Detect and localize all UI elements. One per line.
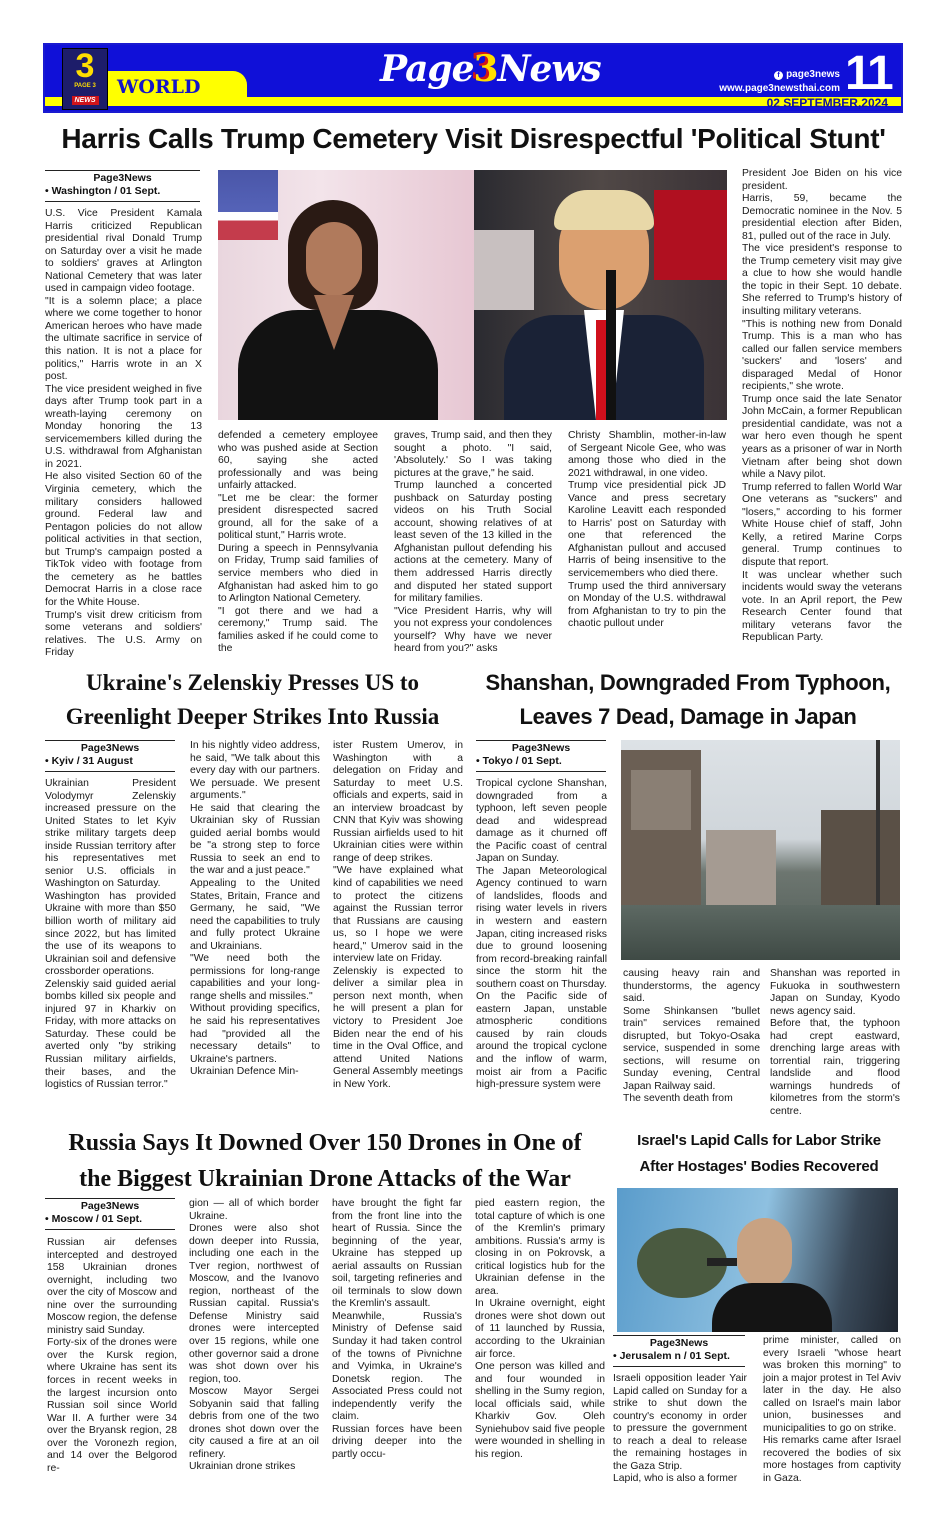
- paragraph: defended a cemetery employee who was pushed aside at Section 60, saying she acted professionally and was being unfairly attacked.: [218, 430, 378, 492]
- paragraph: One person was killed and and four wounded in shelling in the Sumy region, local officials said, while Kharkiv Gov. Oleh Syniehubov said five people were wounded in shelling in his region.: [475, 1361, 605, 1460]
- paragraph: pied eastern region, the total capture of which is one of the Kremlin's primary ambitions. Russia's army is closing in on Pokrovsk, a critical logistics hub for the Ukrainian defense in the area.: [475, 1198, 605, 1297]
- paragraph: Ukrainian President Volodymyr Zelenskiy increased pressure on the United States to let Kyiv strike military targets deep inside Russian territory after his representatives met senior U.S. officials in Washington on Saturday.: [45, 778, 176, 890]
- article-column: [47, 1237, 177, 1475]
- headline-line: Israel's Lapid Calls for Labor Strike: [637, 1132, 881, 1149]
- paragraph: prime minister, called on every Israeli "whose heart was broken this morning" to join a major protest in Tel Aviv later in the day. He also called on Israel's main labor union, businesses and municipalities to go on strike.: [763, 1335, 901, 1434]
- page-number: 11: [845, 47, 892, 100]
- headline-israel-lapid: [618, 1128, 900, 1180]
- article-column: [45, 778, 176, 1092]
- article-column: [394, 430, 552, 656]
- article-column: [623, 968, 760, 1106]
- headline-line: Ukraine's Zelenskiy Presses US to: [85, 670, 420, 695]
- headline-russia-drones: [45, 1125, 605, 1197]
- paragraph: The vice president weighed in five days after Trump took part in a wreath-laying ceremony on Monday honoring the 13 servicemembers killed during the U.S. withdrawal from Afghanistan in 2021.: [45, 383, 202, 470]
- paragraph: Zelenskiy said guided aerial bombs killed six people and injured 97 in Kharkiv on Friday, with more attacks on Saturday. These could be averted only "by striking Russian military airfields, their bases, and the logistics of Russian terror.": [45, 978, 176, 1091]
- paragraph: The Japan Meteorological Agency continued to warn of landslides, floods and rising water levels in rivers in western and eastern Japan, citing increased risks due to ground loosening from record-breaking rainfall since the storm hit the southern coast on Thursday.: [476, 865, 607, 990]
- photo-donald-trump: [474, 170, 727, 420]
- paragraph: Lapid, who is also a former: [613, 1473, 738, 1485]
- paragraph: He said that clearing the Ukrainian sky of Russian guided aerial bombs would be "a strong step to force Russia to seek an end to the war and a just peace.": [190, 802, 320, 877]
- paragraph: graves, Trump said, and then they sought a photo. "I said, 'Absolutely.' So I was taking pictures at the grave," he said.: [394, 430, 552, 479]
- paragraph: The vice president's response to the Trump cemetery visit may give a clue to how she would handle the topic in their Sept. 10 debate. She referred to Trump's history of insulting military veterans.: [742, 243, 902, 318]
- issue-date: 02 SEPTEMBER,2024: [766, 96, 888, 110]
- paragraph: Washington has provided Ukraine with more than $50 billion worth of military aid since 2022, but has limited the use of its weapons to Ukrainian soil and defensive crossborder operations.: [45, 890, 176, 978]
- paragraph: On the Pacific side of eastern Japan, unstable atmospheric conditions caused by rain clouds around the tropical cyclone and the inflow of warm, moist air from a Pacific high-pressure system were: [476, 991, 607, 1091]
- paragraph: causing heavy rain and thunderstorms, the agency said.: [623, 968, 760, 1005]
- brand-three: 3: [473, 48, 498, 90]
- paragraph: "We have explained what kind of capabilities we need to protect the citizens against the Russian terror that Russians are causing us, so I hope we were heard," Umerov said in the interview late on Friday.: [333, 865, 463, 965]
- paragraph: The seventh death from: [623, 1093, 733, 1105]
- paragraph: During a speech in Pennsylvania on Friday, Trump said families of service members who died in Afghanistan had asked him to go to Arlington National Cemetery.: [218, 542, 378, 605]
- photo-flooded-street: [621, 740, 900, 960]
- headline-harris: Harris Calls Trump Cemetery Visit Disrespectful 'Political Stunt': [61, 123, 886, 154]
- masthead-contact: [715, 68, 840, 96]
- paragraph: Forty-six of the drones were over the Kursk region, where Ukraine has sent its forces in recent weeks in the largest incursion onto Russian soil since World War II. A further were 34 over the Bryansk region, 28 over the Voronezh region, and 14 over the Belgorod re-: [47, 1337, 177, 1474]
- byline: Page3News • Washington / 01 Sept.: [45, 170, 200, 202]
- paragraph: Trump referred to fallen World War One veterans as "suckers" and "losers," according to his former White House chief of staff, John Kelly, a retired Marine Corps general. Trump continues to dispute that report.: [742, 481, 902, 568]
- paragraph: Israeli opposition leader Yair Lapid called on Sunday for a strike to shut down the country's economy in order to pressure the government to reach a deal to release the remaining hostages in the Gaza Strip.: [613, 1373, 747, 1472]
- paragraph: Shanshan was reported in Fukuoka in southwestern Japan on Sunday, Kyodo news agency said.: [770, 968, 900, 1017]
- paragraph: have brought the fight far from the front line into the heart of Russia. Since the beginning of the year, Ukraine has stepped up aerial assaults on Russian soil, targeting refineries and oil terminals to slow down the Kremlin's assault.: [332, 1198, 462, 1310]
- paragraph: Trump's visit drew criticism from some veterans and soldiers' relatives. The U.S. Army on Friday: [45, 609, 202, 659]
- facebook-handle-text: page3news: [786, 69, 840, 80]
- byline: Page3News • Tokyo / 01 Sept.: [476, 740, 606, 772]
- paragraph: gion — all of which border Ukraine.: [189, 1198, 319, 1222]
- article-column: [333, 740, 463, 1091]
- byline: Page3News • Jerusalem n / 01 Sept.: [613, 1335, 745, 1367]
- paragraph: Moscow Mayor Sergei Sobyanin said that falling debris from one of the two drones shot down over the city caused a fire at an oil refinery.: [189, 1386, 319, 1460]
- headline-line: Greenlight Deeper Strikes Into Russia: [65, 704, 440, 729]
- headline-line: Leaves 7 Dead, Damage in Japan: [519, 704, 857, 729]
- paragraph: "It is a solemn place; a place where we come together to honor American heroes who have made the ultimate sacrifice in service of this nation. It is not a place for politics," Harris wrote in an X post.: [45, 295, 202, 383]
- article-column: [218, 430, 378, 656]
- brand-part: Page: [380, 48, 474, 90]
- headline-zelenskiy: [45, 666, 460, 734]
- article-column: [475, 1198, 605, 1461]
- paragraph: Christy Shamblin, mother-in-law of Sergeant Nicole Gee, who was among those who died in the 2021 withdrawal, in one video.: [568, 430, 726, 479]
- paragraph: Ukrainian drone strikes: [189, 1461, 296, 1473]
- headline-line: Shanshan, Downgraded From Typhoon,: [485, 670, 891, 695]
- paragraph: Russian air defenses intercepted and destroyed 158 Ukrainian drones overnight, including two over the city of Moscow and nine over the surrounding Moscow region, the defense ministry said Sunday.: [47, 1237, 177, 1336]
- paragraph: Appealing to the United States, Britain, France and Germany, he said, "We need the capabilities to truly and fully protect Ukraine and Ukrainians.: [190, 878, 320, 952]
- paragraph: ister Rustem Umerov, in Washington with a delegation on Friday and Saturday to meet U.S. officials and experts, said in an interview broadcast by CNN that Kyiv was showing Russian airfields used to hit Ukrainian cities were within range of deep strikes.: [333, 740, 463, 864]
- article-column: [613, 1373, 747, 1486]
- paragraph: His remarks came after Israel recovered the bodies of six more hostages from captivity in Gaza.: [763, 1435, 901, 1485]
- headline-line: Russia Says It Downed Over 150 Drones in One of: [68, 1130, 582, 1156]
- paragraph: "This is nothing new from Donald Trump. This is a man who has called our fallen service members 'suckers' and 'losers' and disparaged Medal of Honor recipients," she wrote.: [742, 318, 902, 393]
- paragraph: Trump once said the late Senator John McCain, a former Republican presidential candidate, was not a war hero even though he spent years as a prisoner of war in North Vietnam after being shot down while a Navy pilot.: [742, 393, 902, 481]
- photo-yair-lapid: [617, 1188, 898, 1332]
- page3-logo: [62, 48, 108, 110]
- facebook-icon: f: [774, 71, 783, 80]
- paragraph: Ukrainian Defence Min-: [190, 1066, 299, 1078]
- paragraph: Trump launched a concerted pushback on Saturday posting videos on his Truth Social account, showing relatives of at least seven of the 13 killed in the Afghanistan pullout defending his actions at the cemetery. Many of them addressed Harris directly and disputed her stated support for military families.: [394, 480, 552, 605]
- byline: Page3News • Kyiv / 31 August: [45, 740, 175, 772]
- paragraph: He also visited Section 60 of the Virginia cemetery, which the military considers hallowed ground. Federal law and Pentagon policies do not allow political activities in that section, but Trump's campaign posted a TikTok video with footage from the cemetery as he battles Democrat Harris in a close race for the White House.: [45, 471, 202, 608]
- article-column: [763, 1335, 901, 1486]
- paragraph: Zelenskiy is expected to deliver a similar plea in person next month, when he will present a plan for victory to President Joe Biden near the end of his time in the Oval Office, and attend United Nations General Assembly meetings in New York.: [333, 965, 463, 1090]
- article-column: [189, 1198, 319, 1474]
- headline-line: the Biggest Ukrainian Drone Attacks of the War: [79, 1166, 571, 1192]
- byline: Page3News • Moscow / 01 Sept.: [45, 1198, 175, 1230]
- paragraph: Without providing specifics, he said his representatives had "provided all the necessary details" to Ukraine's partners.: [190, 1003, 320, 1065]
- paragraph: "We need both the permissions for long-range capabilities and your long-range shells and missiles.": [190, 953, 320, 1002]
- photo-kamala-harris: [218, 170, 474, 420]
- facebook-handle: [715, 68, 840, 82]
- paragraph: In his nightly video address, he said, "We talk about this every day with our partners. We persuade. We present arguments.": [190, 740, 320, 802]
- brand-wordmark: [380, 48, 601, 98]
- paragraph: President Joe Biden on his vice president.: [742, 168, 902, 192]
- paragraph: Before that, the typhoon had crept eastward, drenching large areas with torrential rain, triggering landslide and flood warnings hundreds of kilometres from the storm's centre.: [770, 1018, 900, 1118]
- logo-page-text: PAGE 3: [74, 83, 96, 89]
- paragraph: "I got there and we had a ceremony," Trump said. The families asked if he could come to the: [218, 605, 378, 655]
- paragraph: Drones were also shot down deeper into Russia, including one each in the Tver region, northwest of Moscow, and the Ivanovo region, northeast of the Russian capital. Russia's Defense Ministry said drones were intercepted over 15 regions, while one other governor said a drone was shot down over his region, too.: [189, 1223, 319, 1385]
- paragraph: In Ukraine overnight, eight drones were shot down out of 11 launched by Russia, according to the Ukrainian air force.: [475, 1298, 605, 1360]
- paragraph: "Vice President Harris, why will you not express your condolences yourself? Why have we never heard from you?" asks: [394, 605, 552, 655]
- article-column: [742, 168, 902, 645]
- website-link: www.page3newsthai.com: [719, 83, 840, 94]
- paragraph: Tropical cyclone Shanshan, downgraded from a typhoon, left seven people dead and widespread damage as it churned off the Pacific coast of central Japan on Sunday.: [476, 778, 607, 865]
- paragraph: U.S. Vice President Kamala Harris criticized Republican presidential rival Donald Trump on Saturday over a visit he made to soldiers' graves at Arlington National Cemetery that was later used in campaign video footage.: [45, 208, 202, 295]
- paragraph: "Let me be clear: the former president disrespected sacred ground, all for the sake of a political stunt," Harris wrote.: [218, 492, 378, 542]
- headline-line: After Hostages' Bodies Recovered: [639, 1158, 879, 1175]
- logo-news-text: NEWS: [72, 96, 99, 105]
- paragraph: Russian forces have been driving deeper into the partly occu-: [332, 1423, 462, 1460]
- section-label: WORLD: [117, 76, 201, 98]
- section-tab: [107, 71, 247, 105]
- brand-part: News: [497, 48, 601, 90]
- article-column: [190, 740, 320, 1079]
- paragraph: Trump used the third anniversary on Monday of the U.S. withdrawal from Afghanistan to try to pin the chaotic pullout under: [568, 580, 726, 630]
- article-column: [770, 968, 900, 1119]
- logo-number: 3: [75, 47, 95, 85]
- article-column: [45, 208, 202, 660]
- article-column: [332, 1198, 462, 1461]
- article-column: [568, 430, 726, 631]
- paragraph: Meanwhile, Russia's Ministry of Defense said Sunday it had taken control of the towns of Pivnichne and Vyimka, in Ukraine's Donetsk region. The Associated Press could not independently verify the claim.: [332, 1310, 462, 1423]
- paragraph: Trump vice presidential pick JD Vance and press secretary Karoline Leavitt each responded to Harris' post on Saturday with one that referenced the Afghanistan pullout and accused Harris of being insensitive to the servicemembers who died there.: [568, 480, 726, 580]
- paragraph: Some Shinkansen "bullet train" services remained disrupted, but Tokyo-Osaka service, suspended in some sections, will resume on Sunday evening, Central Japan Railway said.: [623, 1005, 760, 1092]
- headline-shanshan: [476, 666, 900, 734]
- paragraph: It was unclear whether such incidents would sway the veterans vote. In an April report, the Pew Research Center found that military veterans favor the Republican Party.: [742, 569, 902, 644]
- paragraph: Harris, 59, became the Democratic nominee in the Nov. 5 presidential election after Biden, 81, pulled out of the race in July.: [742, 193, 902, 242]
- article-column: [476, 778, 607, 1092]
